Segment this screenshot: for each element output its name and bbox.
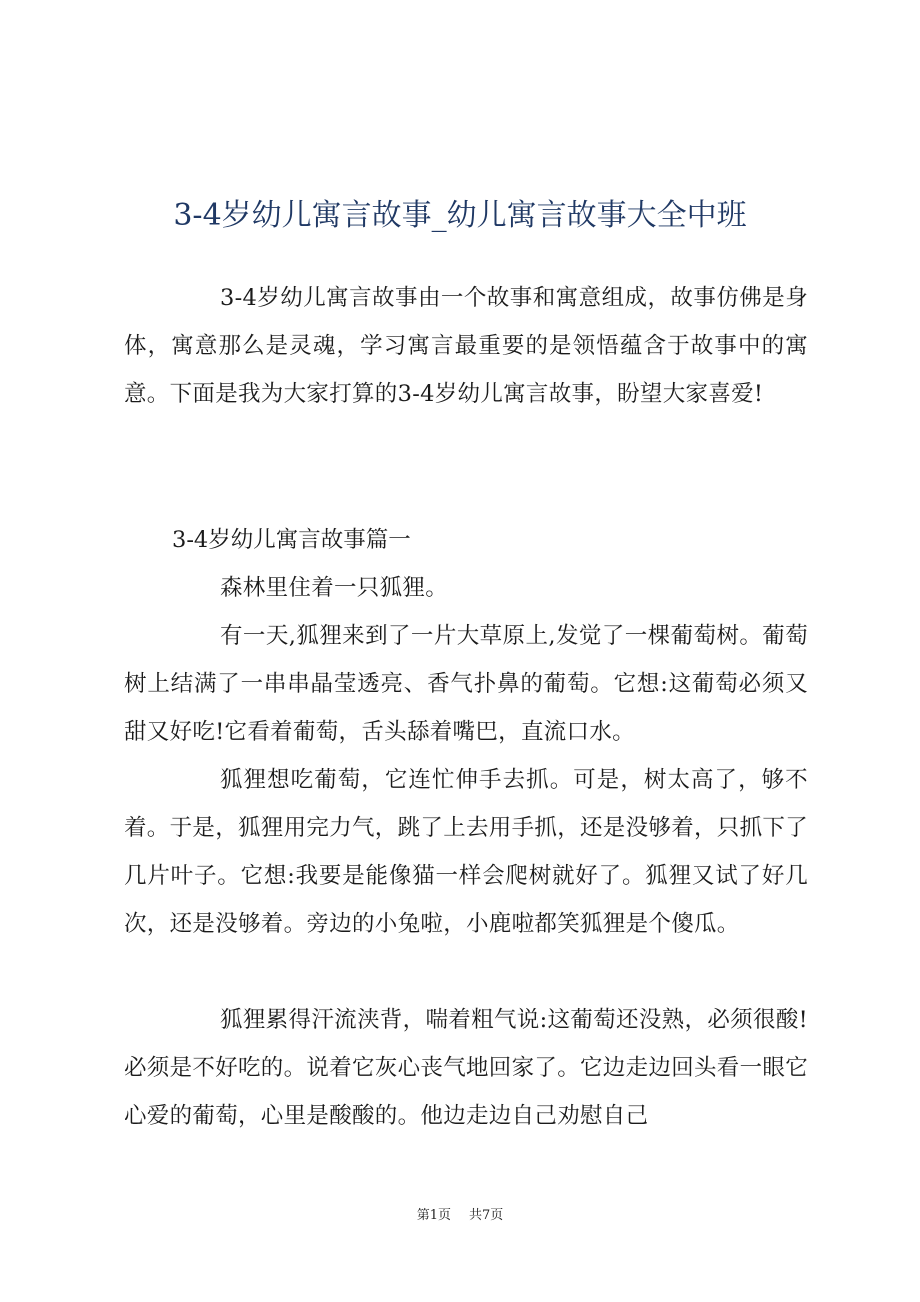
story-paragraph-2: 有一天,狐狸来到了一片大草原上,发觉了一棵葡萄树。葡萄树上结满了一串串晶莹透亮、香气扑鼻的葡萄。它想:这葡萄必须又甜又好吃!它看着葡萄，舌头舔着嘴巴，直流口水。 xyxy=(124,623,808,745)
story-paragraph-4: 狐狸累得汗流浃背，喘着粗气说:这葡萄还没熟，必须很酸!必须是不好吃的。说着它灰心丧气地回家了。它边走边回头看一眼它心爱的葡萄，心里是酸酸的。他边走边自己劝慰自己 xyxy=(124,1007,809,1129)
section-heading: 3-4岁幼儿寓言故事篇一 xyxy=(172,527,411,553)
page-number: 第1页 xyxy=(416,1208,451,1223)
page-total: 共7页 xyxy=(469,1208,504,1223)
document-title: 3-4岁幼儿寓言故事_幼儿寓言故事大全中班 xyxy=(173,198,747,233)
intro-paragraph: 3-4岁幼儿寓言故事由一个故事和寓意组成，故事仿佛是身体，寓意那么是灵魂，学习寓言最重要的是领悟蕴含于故事中的寓意。下面是我为大家打算的3-4岁幼儿寓言故事，盼望大家喜爱! xyxy=(124,285,808,407)
page-footer xyxy=(0,1206,920,1226)
story-paragraph-3: 狐狸想吃葡萄，它连忙伸手去抓。可是，树太高了，够不着。于是，狐狸用完力气，跳了上去用手抓，还是没够着，只抓下了几片叶子。它想:我要是能像猫一样会爬树就好了。狐狸又试了好几次，还是没够着。旁边的小兔啦，小鹿啦都笑狐狸是个傻瓜。 xyxy=(124,767,809,937)
story-paragraph-1: 森林里住着一只狐狸。 xyxy=(220,575,449,601)
